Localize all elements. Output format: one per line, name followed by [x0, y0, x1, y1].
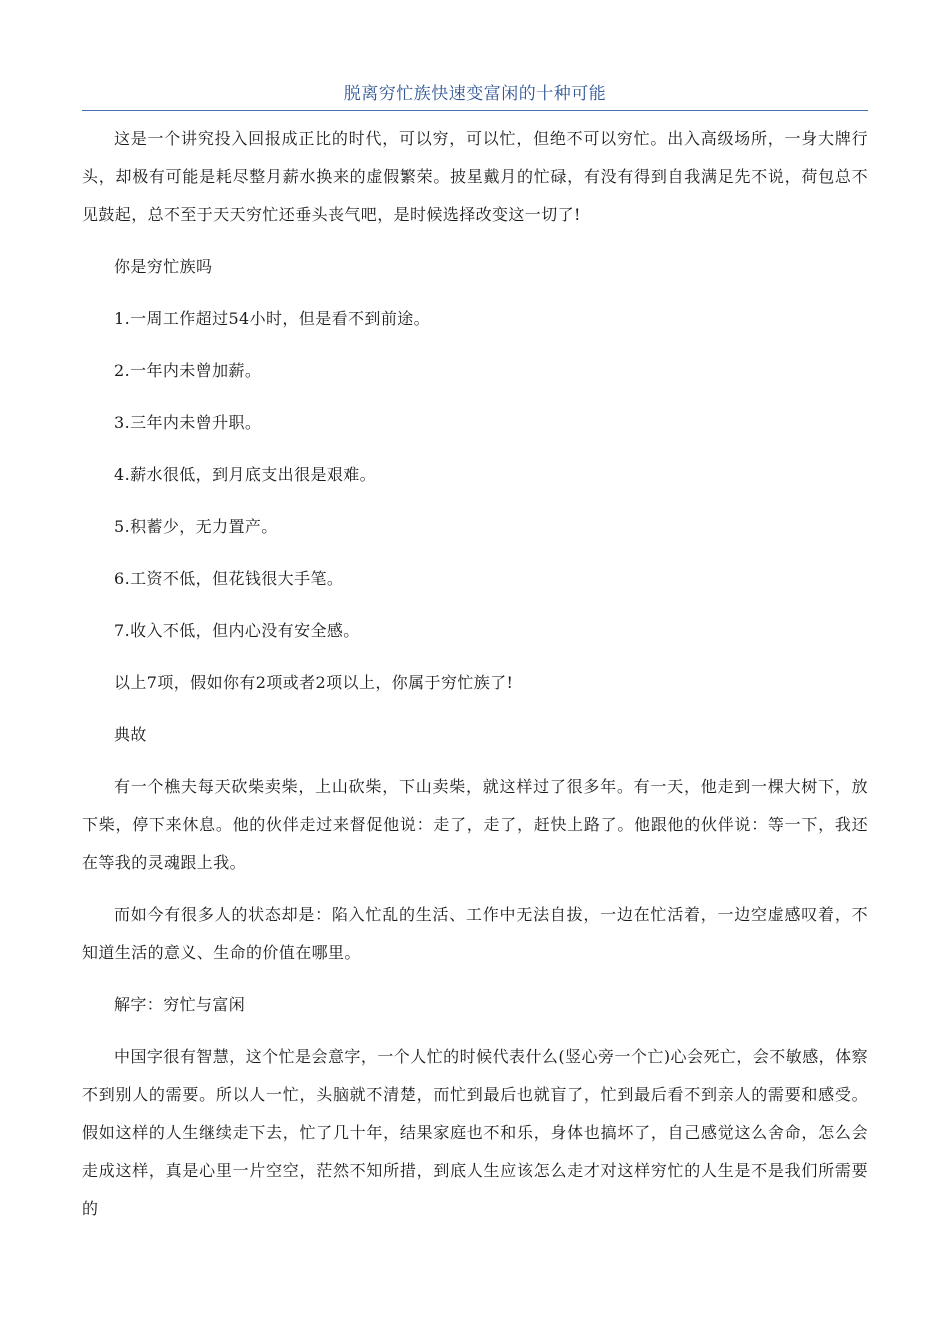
section-heading-quiz: 你是穷忙族吗 — [114, 257, 213, 276]
document-title: 脱离穷忙族快速变富闲的十种可能 — [343, 84, 607, 104]
list-item: 5.积蓄少，无力置产。 — [114, 517, 278, 536]
title-bar — [82, 80, 868, 111]
document-body — [82, 120, 868, 1242]
list-item: 1.一周工作超过54小时，但是看不到前途。 — [114, 309, 431, 328]
list-item: 6.工资不低，但花钱很大手笔。 — [114, 569, 344, 588]
reflection-paragraph: 而如今有很多人的状态却是：陷入忙乱的生活、工作中无法自拔，一边在忙活着，一边空虚感叹着，不知道生活的意义、生命的价值在哪里。 — [82, 905, 868, 962]
list-item: 3.三年内未曾升职。 — [114, 413, 262, 432]
list-item: 2.一年内未曾加薪。 — [114, 361, 262, 380]
intro-paragraph: 这是一个讲究投入回报成正比的时代，可以穷，可以忙，但绝不可以穷忙。出入高级场所，一身大牌行头，却极有可能是耗尽整月薪水换来的虚假繁荣。披星戴月的忙碌，有没有得到自我满足先不说，荷包总不见鼓起，总不至于天天穷忙还垂头丧气吧，是时候选择改变这一切了! — [82, 129, 868, 224]
quiz-conclusion: 以上7项，假如你有2项或者2项以上，你属于穷忙族了! — [114, 673, 514, 692]
story-paragraph: 有一个樵夫每天砍柴卖柴，上山砍柴，下山卖柴，就这样过了很多年。有一天，他走到一棵大树下，放下柴，停下来休息。他的伙伴走过来督促他说：走了，走了，赶快上路了。他跟他的伙伴说：等一下，我还在等我的灵魂跟上我。 — [82, 777, 868, 872]
section-heading-character: 解字：穷忙与富闲 — [114, 995, 246, 1014]
section-heading-story: 典故 — [114, 725, 147, 744]
list-item: 7.收入不低，但内心没有安全感。 — [114, 621, 360, 640]
list-item: 4.薪水很低，到月底支出很是艰难。 — [114, 465, 377, 484]
character-paragraph: 中国字很有智慧，这个忙是会意字，一个人忙的时候代表什么(竖心旁一个亡)心会死亡，会不敏感，体察不到别人的需要。所以人一忙，头脑就不清楚，而忙到最后也就盲了，忙到最后看不到亲人的需要和感受。假如这样的人生继续走下去，忙了几十年，结果家庭也不和乐，身体也搞坏了，自己感觉这么舍命，怎么会走成这样，真是心里一片空空，茫然不知所措，到底人生应该怎么走才对这样穷忙的人生是不是我们所需要的 — [82, 1047, 868, 1218]
